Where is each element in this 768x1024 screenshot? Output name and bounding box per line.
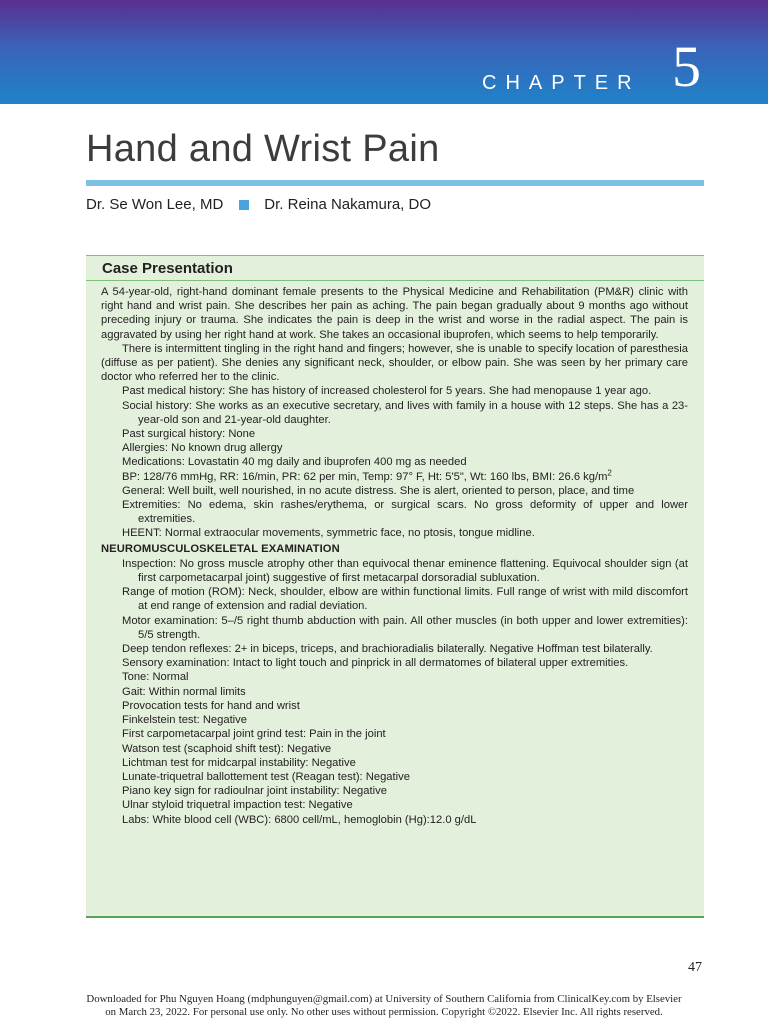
vitals-item	[101, 467, 688, 484]
chapter-title: Hand and Wrist Pain	[86, 128, 440, 170]
msk-item: Range of motion (ROM): Neck, shoulder, elbow are within functional limits. Full range of wrist with mild discomfort at end range of extension and radial deviation.	[122, 586, 688, 613]
vitals-text: BP: 128/76 mmHg, RR: 16/min, PR: 62 per min, Temp: 97° F, Ht: 5'5", Wt: 160 lbs, BMI: 26.6 kg/m	[122, 470, 608, 483]
msk-item: Watson test (scaphoid shift test): Negative	[122, 742, 332, 755]
exam-item: Extremities: No edema, skin rashes/erythema, or surgical scars. No gross deformity of upper and lower extremities.	[122, 499, 688, 526]
exam-item: General: Well built, well nourished, in no acute distress. She is alert, oriented to person, place, and time	[122, 484, 635, 497]
msk-item: Labs: White blood cell (WBC): 6800 cell/mL, hemoglobin (Hg):12.0 g/dL	[122, 813, 477, 826]
chapter-label: CHAPTER	[482, 72, 641, 94]
case-heading: Case Presentation	[102, 260, 233, 277]
page-number: 47	[688, 960, 702, 975]
msk-item: Lunate-triquetral ballottement test (Reagan test): Negative	[122, 770, 410, 783]
footer-line-1: Downloaded for Phu Nguyen Hoang (mdphunguyen@gmail.com) at University of Southern California from ClinicalKey.com by Elsevier	[86, 993, 682, 1005]
msk-item: Piano key sign for radioulnar joint instability: Negative	[122, 785, 387, 798]
msk-item: Motor examination: 5–/5 right thumb abduction with pain. All other muscles (in both upper and lower extremities): 5/5 strength.	[122, 614, 688, 641]
case-presentation-box	[86, 255, 704, 918]
msk-item: Gait: Within normal limits	[122, 685, 246, 698]
case-body	[101, 285, 688, 827]
msk-item: Finkelstein test: Negative	[122, 714, 247, 727]
chapter-number: 5	[672, 34, 701, 99]
case-paragraph: A 54-year-old, right-hand dominant female presents to the Physical Medicine and Rehabilitation (PM&R) clinic with right hand and wrist pain. She describes her pain as aching. The pain began gradually about 9 months ago without preceding injury or trauma. She indicates the pain is deep in the wrist and worse in the radial aspect. The pain is aggravated by using her right hand at work. She takes an occasional ibuprofen, which seems to help temporarily.	[101, 286, 688, 341]
title-underline	[86, 180, 704, 186]
msk-item: Ulnar styloid triquetral impaction test: Negative	[122, 799, 353, 812]
msk-item: Lichtman test for midcarpal instability: Negative	[122, 756, 356, 769]
history-item: Past surgical history: None	[122, 428, 256, 441]
case-paragraph: There is intermittent tingling in the right hand and fingers; however, she is unable to specify location of paresthesia (diffuse as per patient). She denies any significant neck, shoulder, or elbow pain. She was seen by her primary care doctor who referred her to the clinic.	[101, 342, 688, 384]
history-item: Medications: Lovastatin 40 mg daily and ibuprofen 400 mg as needed	[122, 456, 467, 469]
history-item: Allergies: No known drug allergy	[122, 442, 283, 455]
author-1: Dr. Se Won Lee, MD	[86, 196, 224, 213]
download-footer	[0, 993, 768, 1018]
author-2: Dr. Reina Nakamura, DO	[264, 196, 432, 213]
msk-item: Inspection: No gross muscle atrophy other than equivocal thenar eminence flattening. Equivocal shoulder sign (at first carpometacarpal joint) suggestive of first metacarpal dorsoradial subluxation.	[122, 557, 688, 585]
chapter-header-band	[0, 0, 768, 104]
author-line	[86, 196, 431, 213]
history-item: Social history: She works as an executive secretary, and lives with family in a house with 12 steps. She has a 23-year-old son and 21-year-old daughter.	[122, 399, 688, 426]
msk-exam-heading: NEUROMUSCULOSKELETAL EXAMINATION	[101, 542, 340, 555]
msk-item: First carpometacarpal joint grind test: Pain in the joint	[122, 728, 386, 741]
exam-item: HEENT: Normal extraocular movements, symmetric face, no ptosis, tongue midline.	[122, 527, 535, 540]
vitals-superscript: 2	[607, 467, 612, 477]
author-separator-square	[239, 200, 249, 210]
msk-item: Tone: Normal	[122, 671, 189, 684]
history-item: Past medical history: She has history of increased cholesterol for 5 years. She had menopause 1 year ago.	[122, 385, 652, 398]
msk-item: Deep tendon reflexes: 2+ in biceps, triceps, and brachioradialis bilaterally. Negative Hoffman test bilaterally.	[122, 643, 653, 656]
case-heading-divider	[86, 280, 704, 281]
msk-item: Sensory examination: Intact to light touch and pinprick in all dermatomes of bilateral upper extremities.	[122, 657, 629, 670]
footer-line-2: on March 23, 2022. For personal use only. No other uses without permission. Copyright ©2022. Elsevier Inc. All rights reserved.	[105, 1005, 663, 1018]
msk-item: Provocation tests for hand and wrist	[122, 699, 300, 712]
